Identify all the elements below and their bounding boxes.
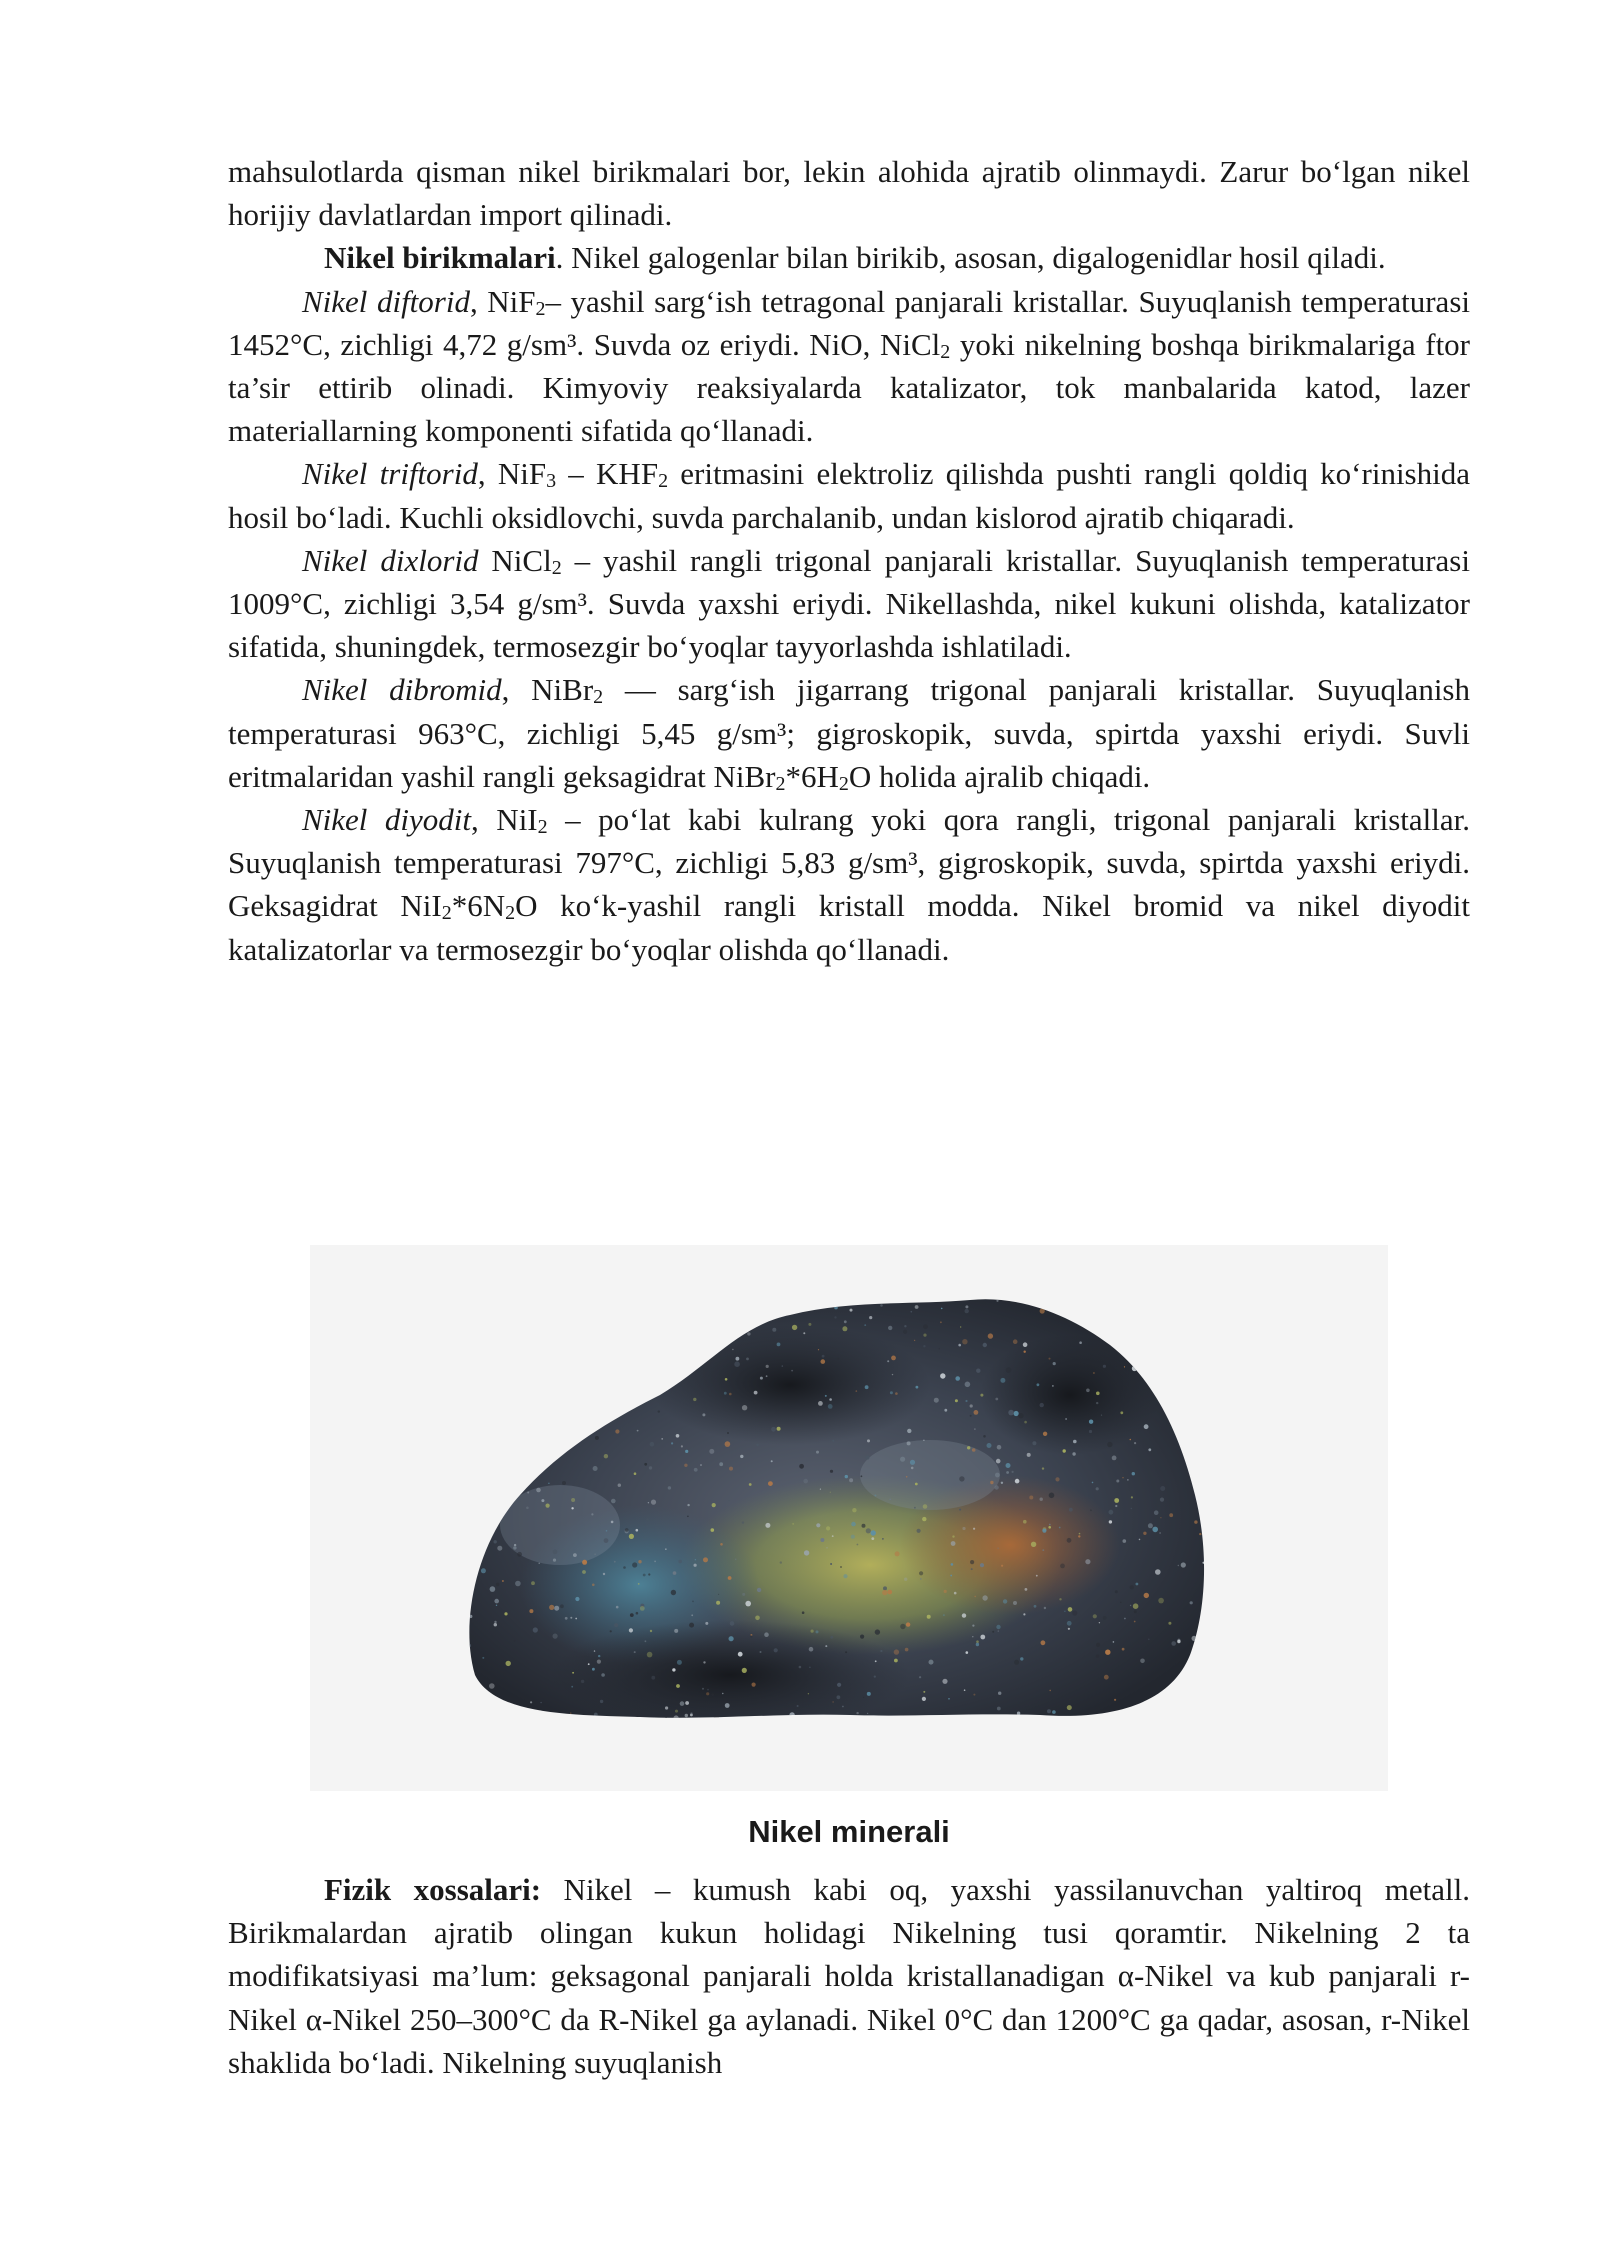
term-nikel-dibromid: Nikel dibromid	[302, 672, 502, 708]
term-nikel-diftorid: Nikel diftorid	[302, 283, 470, 319]
paragraph-nikel-diyodit: Nikel diyodit, NiI$_2$ – po‘lat kabi kulrang yoki qora rangli, trigonal panjarali kristallar. Suyuqlanish temperaturasi 797°C, zichligi 5,83 g/sm³, gigroskopik, suvda, spirtda yaxshi eriydi. Geksagidrat $NiI_2*6N_2O$ ko‘k-yashil rangli kristall modda. Nikel bromid va nikel diyodit katalizatorlar va termosezgir bo‘yoqlar olishda qo‘llanadi.	[228, 802, 1470, 967]
figure-caption: Nikel minerali	[748, 1814, 950, 1849]
paragraph-nikel-diftorid: Nikel diftorid, NiF$_2$– yashil sarg‘ish tetragonal panjarali kristallar. Suyuqlanish temperaturasi 1452°C, zichligi 4,72 g/sm³. Suvda oz eriydi. NiO, NiCl$_2$ yoki nikelning boshqa birikmalariga ftor ta’sir ettirib olinadi. Kimyoviy reaksiyalarda katalizator, tok manbalarida katod, lazer materiallarning komponenti sifatida qo‘llanadi.	[228, 283, 1470, 449]
document-body-bottom	[228, 1868, 1470, 2084]
paragraph-nikel-dixlorid: Nikel dixlorid NiCl$_2$ – yashil rangli trigonal panjarali kristallar. Suyuqlanish temperaturasi 1009°C, zichligi 3,54 g/sm³. Suvda yaxshi eriydi. Nikellashda, nikel kukuni olishda, katalizator sifatida, shuningdek, termosezgir bo‘yoqlar tayyorlashda ishlatiladi.	[228, 542, 1470, 665]
paragraph-intro	[228, 150, 1470, 236]
paragraph-nikel-dibromid: Nikel dibromid, NiBr$_2$ — sarg‘ish jigarrang trigonal panjarali kristallar. Suyuqlanish temperaturasi 963°C, zichligi 5,45 g/sm³; gigroskopik, suvda, spirtda yaxshi eriydi. Suvli eritmalaridan yashil rangli geksagidrat $NiBr_2*6H_2O$ holida ajralib chiqadi.	[228, 672, 1470, 795]
section-heading-fizik-xossalari: Fizik xossalari:	[324, 1872, 542, 1907]
term-nikel-triftorid: Nikel triftorid	[302, 456, 478, 492]
paragraph-intro-text: mahsulotlarda qisman nikel birikmalari bor, lekin alohida ajratib olinmaydi. Zarur bo‘lgan nikel horijiy davlatlardan import qilinadi.	[228, 154, 1470, 233]
term-nikel-diyodit: Nikel diyodit	[302, 802, 472, 838]
paragraph-fizik-xossalari: Fizik xossalari: Nikel – kumush kabi oq, yaxshi yassilanuvchan yaltiroq metall. Birikmalardan ajratib olingan kukun holidagi Nikelning tusi qoramtir. Nikelning 2 ta modifikatsiyasi ma’lum: geksagonal panjarali holda kristallanadigan α-Nikel va kub panjarali r-Nikel α-Nikel 250–300°C da R-Nikel ga aylanadi. Nikel 0°C dan 1200°C ga qadar, asosan, r-Nikel shaklida bo‘ladi. Nikelning suyuqlanish	[228, 1872, 1470, 2080]
paragraph-nikel-birikmalari: Nikel birikmalari. Nikel galogenlar bilan birikib, asosan, digalogenidlar hosil qiladi.	[324, 240, 1386, 276]
document-body-top	[228, 150, 1470, 971]
nickel-mineral-photo	[310, 1245, 1388, 1791]
section-heading-birikmalari: Nikel birikmalari	[324, 240, 556, 276]
paragraph-nikel-triftorid: Nikel triftorid, $NiF_3 - KHF_2$ eritmasini elektroliz qilishda pushti rangli qoldiq ko‘rinishida hosil bo‘ladi. Kuchli oksidlovchi, suvda parchalanib, undan kislorod ajratib chiqaradi.	[228, 456, 1470, 535]
term-nikel-dixlorid: Nikel dixlorid	[302, 542, 479, 578]
